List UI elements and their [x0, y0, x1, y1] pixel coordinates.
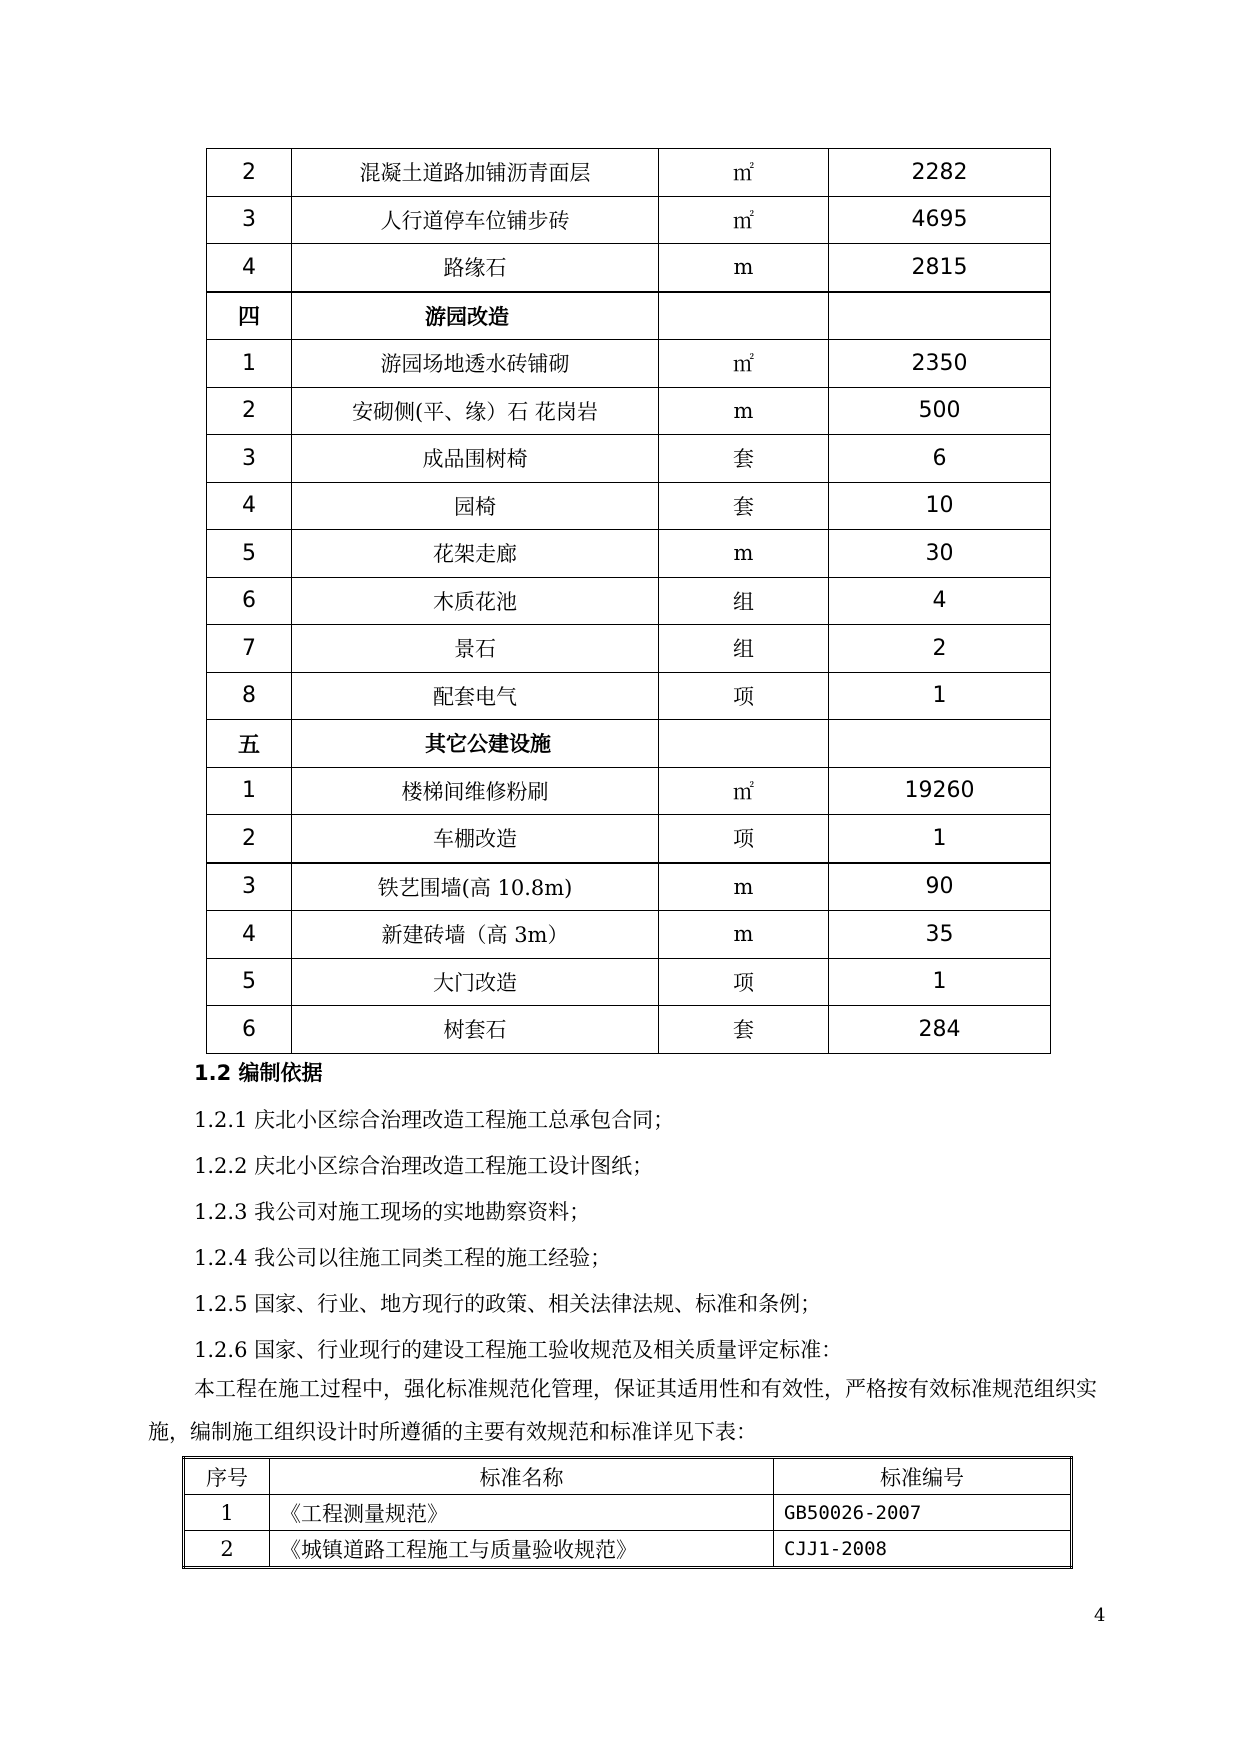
standards-table	[182, 1456, 1073, 1569]
item-quantity: 4695	[829, 196, 1051, 244]
item-unit: ㎡	[659, 149, 829, 197]
item-no: 2	[207, 387, 292, 435]
item-quantity: 1	[829, 672, 1051, 720]
item-quantity: 2350	[829, 340, 1051, 388]
item-name: 木质花池	[292, 577, 659, 625]
item-no: 4	[207, 482, 292, 530]
item-unit: 项	[659, 815, 829, 863]
item-no: 6	[207, 1006, 292, 1054]
item-quantity	[829, 292, 1051, 340]
item-unit: 组	[659, 625, 829, 673]
item-unit: ㎡	[659, 196, 829, 244]
item-no: 3	[207, 196, 292, 244]
table-row	[207, 482, 1051, 530]
standard-no: 2	[184, 1531, 270, 1568]
item-unit: m	[659, 530, 829, 578]
table-row	[207, 387, 1051, 435]
item-no: 2	[207, 149, 292, 197]
item-no: 4	[207, 911, 292, 959]
item-quantity: 2815	[829, 244, 1051, 292]
standard-name: 《城镇道路工程施工与质量验收规范》	[270, 1531, 774, 1568]
table-row	[207, 577, 1051, 625]
item-no: 4	[207, 244, 292, 292]
item-no: 2	[207, 815, 292, 863]
header-name: 标准名称	[270, 1458, 774, 1495]
item-no: 3	[207, 863, 292, 911]
item-name: 路缘石	[292, 244, 659, 292]
item-unit: m	[659, 244, 829, 292]
item-unit: 套	[659, 435, 829, 483]
item-unit: 套	[659, 1006, 829, 1054]
standards-header-row	[184, 1458, 1072, 1495]
item-name: 园椅	[292, 482, 659, 530]
table-row	[184, 1495, 1072, 1531]
item-name: 游园场地透水砖铺砌	[292, 340, 659, 388]
page-number: 4	[1094, 1605, 1106, 1626]
basis-item-5: 1.2.5 国家、行业、地方现行的政策、相关法律法规、标准和条例；	[194, 1292, 822, 1316]
item-no: 8	[207, 672, 292, 720]
table-row	[207, 244, 1051, 292]
item-quantity: 2282	[829, 149, 1051, 197]
item-quantity: 6	[829, 435, 1051, 483]
item-quantity: 35	[829, 911, 1051, 959]
basis-item-6: 1.2.6 国家、行业现行的建设工程施工验收规范及相关质量评定标准：	[194, 1338, 843, 1362]
item-quantity	[829, 720, 1051, 768]
item-no: 3	[207, 435, 292, 483]
item-unit: ㎡	[659, 767, 829, 815]
table-row	[207, 340, 1051, 388]
section-row	[207, 720, 1051, 768]
table-row	[207, 149, 1051, 197]
item-unit: ㎡	[659, 340, 829, 388]
item-unit: m	[659, 911, 829, 959]
section-heading: 1.2 编制依据	[194, 1061, 323, 1085]
item-name: 新建砖墙（高 3m）	[292, 911, 659, 959]
item-name: 大门改造	[292, 958, 659, 1006]
basis-item-3: 1.2.3 我公司对施工现场的实地勘察资料；	[194, 1200, 591, 1224]
item-unit: 项	[659, 672, 829, 720]
item-unit: 套	[659, 482, 829, 530]
item-unit	[659, 292, 829, 340]
item-no: 7	[207, 625, 292, 673]
item-name: 配套电气	[292, 672, 659, 720]
item-no: 1	[207, 767, 292, 815]
table-row	[207, 863, 1051, 911]
item-name: 人行道停车位铺步砖	[292, 196, 659, 244]
section-row	[207, 292, 1051, 340]
item-quantity: 90	[829, 863, 1051, 911]
item-name: 花架走廊	[292, 530, 659, 578]
item-name: 车棚改造	[292, 815, 659, 863]
item-quantity: 284	[829, 1006, 1051, 1054]
table-row	[207, 625, 1051, 673]
item-unit: 组	[659, 577, 829, 625]
table-row	[207, 530, 1051, 578]
item-name: 成品围树椅	[292, 435, 659, 483]
item-name: 游园改造	[292, 292, 659, 340]
item-name: 景石	[292, 625, 659, 673]
item-name: 安砌侧(平、缘）石 花岗岩	[292, 387, 659, 435]
item-name: 混凝土道路加铺沥青面层	[292, 149, 659, 197]
item-name: 树套石	[292, 1006, 659, 1054]
item-quantity: 10	[829, 482, 1051, 530]
item-unit: 项	[659, 958, 829, 1006]
table-row	[207, 196, 1051, 244]
item-unit: m	[659, 387, 829, 435]
item-no: 1	[207, 340, 292, 388]
item-name: 楼梯间维修粉刷	[292, 767, 659, 815]
standard-no: 1	[184, 1495, 270, 1531]
table-row	[207, 767, 1051, 815]
table-row	[207, 672, 1051, 720]
header-no: 序号	[184, 1458, 270, 1495]
item-quantity: 4	[829, 577, 1051, 625]
table-row	[207, 815, 1051, 863]
table-row	[184, 1531, 1072, 1568]
item-quantity: 1	[829, 815, 1051, 863]
item-quantity: 19260	[829, 767, 1051, 815]
quantity-table	[206, 148, 1051, 1054]
item-name: 铁艺围墙(高 10.8m)	[292, 863, 659, 911]
table-row	[207, 1006, 1051, 1054]
item-no: 5	[207, 530, 292, 578]
item-no: 6	[207, 577, 292, 625]
table-row	[207, 435, 1051, 483]
intro-paragraph: 本工程在施工过程中，强化标准规范化管理，保证其适用性和有效性，严格按有效标准规范组织实施，编制施工组织设计时所遵循的主要有效规范和标准详见下表：	[148, 1377, 1097, 1444]
basis-item-4: 1.2.4 我公司以往施工同类工程的施工经验；	[194, 1246, 612, 1270]
item-name: 其它公建设施	[292, 720, 659, 768]
table-row	[207, 911, 1051, 959]
standard-code: CJJ1-2008	[774, 1531, 1072, 1568]
item-quantity: 500	[829, 387, 1051, 435]
header-code: 标准编号	[774, 1458, 1072, 1495]
item-unit: m	[659, 863, 829, 911]
standard-code: GB50026-2007	[774, 1495, 1072, 1531]
item-no: 5	[207, 958, 292, 1006]
basis-item-2: 1.2.2 庆北小区综合治理改造工程施工设计图纸；	[194, 1154, 654, 1178]
item-no: 四	[207, 292, 292, 340]
table-row	[207, 958, 1051, 1006]
item-quantity: 1	[829, 958, 1051, 1006]
item-unit	[659, 720, 829, 768]
quantity-table-body	[207, 149, 1051, 1054]
basis-item-1: 1.2.1 庆北小区综合治理改造工程施工总承包合同；	[194, 1108, 675, 1132]
item-no: 五	[207, 720, 292, 768]
item-quantity: 2	[829, 625, 1051, 673]
item-quantity: 30	[829, 530, 1051, 578]
standard-name: 《工程测量规范》	[270, 1495, 774, 1531]
